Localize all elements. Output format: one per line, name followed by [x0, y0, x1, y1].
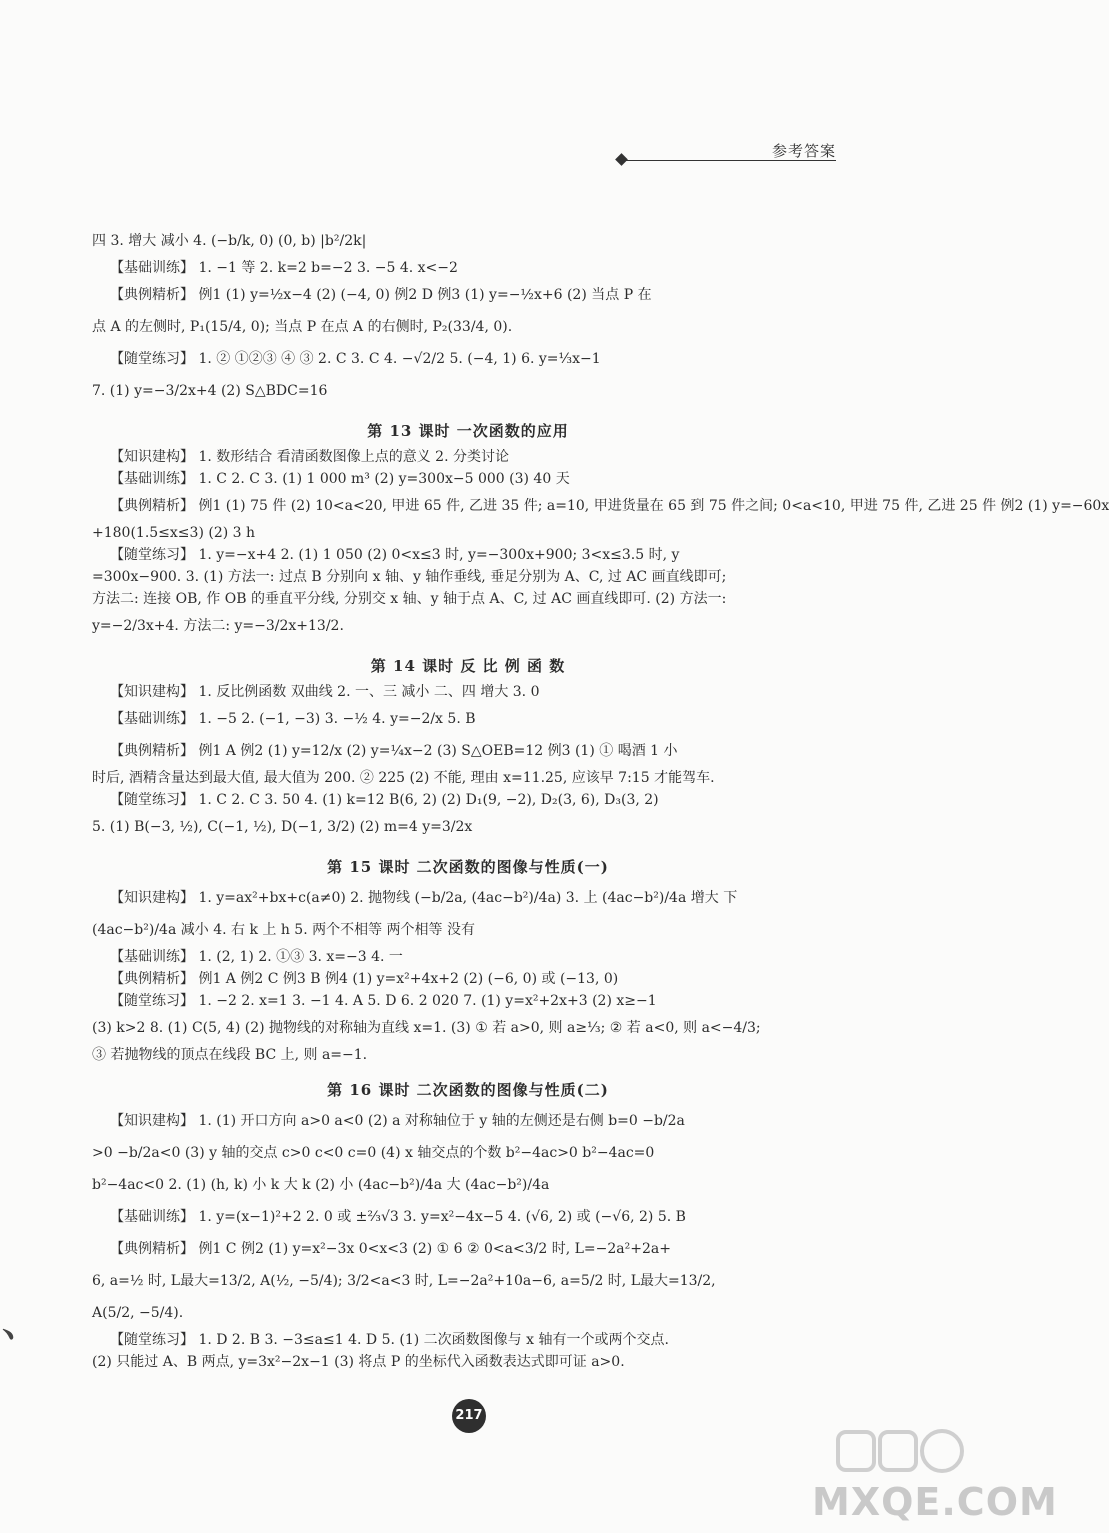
answer-line: 【典例精析】 例1 A 例2 (1) y=12/x (2) y=¼x−2 (3) S△OEB=12 例3 (1) ① 喝酒 1 小: [110, 743, 678, 759]
answer-line: 【基础训练】 1. −5 2. (−1, −3) 3. −½ 4. y=−2/x 5. B: [110, 711, 476, 727]
answer-line: 【随堂练习】 1. C 2. C 3. 50 4. (1) k=12 B(6, 2) (2) D₁(9, −2), D₂(3, 6), D₃(3, 2): [110, 792, 659, 808]
answer-content: [92, 225, 1109, 1373]
answer-line: >0 −b/2a<0 (3) y 轴的交点 c>0 c<0 c=0 (4) x 轴交点的个数 b²−4ac>0 b²−4ac=0: [92, 1145, 655, 1161]
answer-line: 【知识建构】 1. 反比例函数 双曲线 2. 一、三 减小 二、四 增大 3. 0: [110, 684, 540, 700]
watermark-logo-icon: [812, 1426, 982, 1482]
answer-line: 【随堂练习】 1. D 2. B 3. −3≤a≤1 4. D 5. (1) 二次函数图像与 x 轴有一个或两个交点.: [110, 1332, 669, 1348]
page-number: 217: [452, 1399, 486, 1433]
answer-line: (3) k>2 8. (1) C(5, 4) (2) 抛物线的对称轴为直线 x=1. (3) ① 若 a>0, 则 a≥⅓; ② 若 a<0, 则 a<−4/3;: [92, 1020, 761, 1036]
answer-line: 【随堂练习】 1. y=−x+4 2. (1) 1 050 (2) 0<x≤3 时, y=−300x+900; 3<x≤3.5 时, y: [110, 547, 680, 563]
answer-line: 方法二: 连接 OB, 作 OB 的垂直平分线, 分别交 x 轴、y 轴于点 A、C, 过 AC 画直线即可. (2) 方法一:: [92, 591, 727, 607]
answer-line: 【基础训练】 1. C 2. C 3. (1) 1 000 m³ (2) y=300x−5 000 (3) 40 天: [110, 471, 570, 487]
running-header: 参考答案: [772, 142, 837, 160]
lesson-heading: 第 15 课时 二次函数的图像与性质(一): [327, 858, 609, 876]
lesson-heading: 第 13 课时 一次函数的应用: [367, 422, 569, 440]
answer-line: 【随堂练习】 1. ② ①②③ ④ ③ 2. C 3. C 4. −√2/2 5. (−4, 1) 6. y=⅓x−1: [110, 351, 601, 367]
answer-line: 【基础训练】 1. (2, 1) 2. ①③ 3. x=−3 4. 一: [110, 949, 403, 965]
watermark-site: MXQE.COM: [812, 1480, 1058, 1524]
watermark: [812, 1426, 1058, 1530]
answer-line: 5. (1) B(−3, ½), C(−1, ½), D(−1, 3/2) (2) m=4 y=3/2x: [92, 819, 473, 835]
answer-line: 【随堂练习】 1. −2 2. x=1 3. −1 4. A 5. D 6. 2 020 7. (1) y=x²+2x+3 (2) x≥−1: [110, 993, 657, 1009]
answer-line: 【典例精析】 例1 C 例2 (1) y=x²−3x 0<x<3 (2) ① 6 ② 0<a<3/2 时, L=−2a²+2a+: [110, 1241, 671, 1257]
answer-line: 【典例精析】 例1 (1) y=½x−4 (2) (−4, 0) 例2 D 例3 (1) y=−½x+6 (2) 当点 P 在: [110, 287, 652, 303]
answer-line: 【知识建构】 1. (1) 开口方向 a>0 a<0 (2) a 对称轴位于 y 轴的左侧还是右侧 b=0 −b/2a: [110, 1113, 685, 1129]
answer-line: =300x−900. 3. (1) 方法一: 过点 B 分别向 x 轴、y 轴作垂线, 垂足分别为 A、C, 过 AC 画直线即可;: [92, 569, 727, 585]
answer-line: ③ 若抛物线的顶点在线段 BC 上, 则 a=−1.: [92, 1047, 368, 1063]
answer-line: 【知识建构】 1. y=ax²+bx+c(a≠0) 2. 抛物线 (−b/2a, (4ac−b²)/4a) 3. 上 (4ac−b²)/4a 增大 下: [110, 890, 738, 906]
answer-line: 点 A 的左侧时, P₁(15/4, 0); 当点 P 在点 A 的右侧时, P₂(33/4, 0).: [92, 319, 513, 335]
answer-line: 6, a=½ 时, L最大=13/2, A(½, −5/4); 3/2<a<3 时, L=−2a²+10a−6, a=5/2 时, L最大=13/2,: [92, 1273, 716, 1289]
answer-line: 【知识建构】 1. 数形结合 看清函数图像上点的意义 2. 分类讨论: [110, 449, 509, 465]
answer-line: 【基础训练】 1. −1 等 2. k=2 b=−2 3. −5 4. x<−2: [110, 260, 458, 276]
answer-line: 时后, 酒精含量达到最大值, 最大值为 200. ② 225 (2) 不能, 理由 x=11.25, 应该早 7:15 才能驾车.: [92, 770, 715, 786]
answer-line: 【典例精析】 例1 (1) 75 件 (2) 10<a<20, 甲进 65 件, 乙进 35 件; a=10, 甲进货量在 65 到 75 件之间; 0<a<10, 甲进 75 件, 乙进 25 件 例2 (1) y=−60x: [110, 498, 1109, 514]
lesson-heading: 第 16 课时 二次函数的图像与性质(二): [327, 1081, 609, 1099]
answer-line: +180(1.5≤x≤3) (2) 3 h: [92, 525, 256, 541]
answer-line: A(5/2, −5/4).: [92, 1305, 184, 1321]
answer-line: 四 3. 增大 减小 4. (−b/k, 0) (0, b) |b²/2k|: [92, 233, 367, 249]
answer-line: y=−2/3x+4. 方法二: y=−3/2x+13/2.: [92, 618, 344, 634]
answer-line: 7. (1) y=−3/2x+4 (2) S△BDC=16: [92, 383, 328, 399]
answer-line: 【基础训练】 1. y=(x−1)²+2 2. 0 或 ±⅔√3 3. y=x²−4x−5 4. (√6, 2) 或 (−√6, 2) 5. B: [110, 1209, 686, 1225]
answer-line: b²−4ac<0 2. (1) (h, k) 小 k 大 k (2) 小 (4ac−b²)/4a 大 (4ac−b²)/4a: [92, 1177, 550, 1193]
lesson-heading: 第 14 课时 反 比 例 函 数: [370, 657, 566, 675]
answer-line: 【典例精析】 例1 A 例2 C 例3 B 例4 (1) y=x²+4x+2 (2) (−6, 0) 或 (−13, 0): [110, 971, 619, 987]
margin-mark: ﹅: [0, 1325, 17, 1344]
answer-line: (2) 只能过 A、B 两点, y=3x²−2x−1 (3) 将点 P 的坐标代入函数表达式即可证 a>0.: [92, 1354, 625, 1370]
answer-line: (4ac−b²)/4a 减小 4. 右 k 上 h 5. 两个不相等 两个相等 没有: [92, 922, 476, 938]
